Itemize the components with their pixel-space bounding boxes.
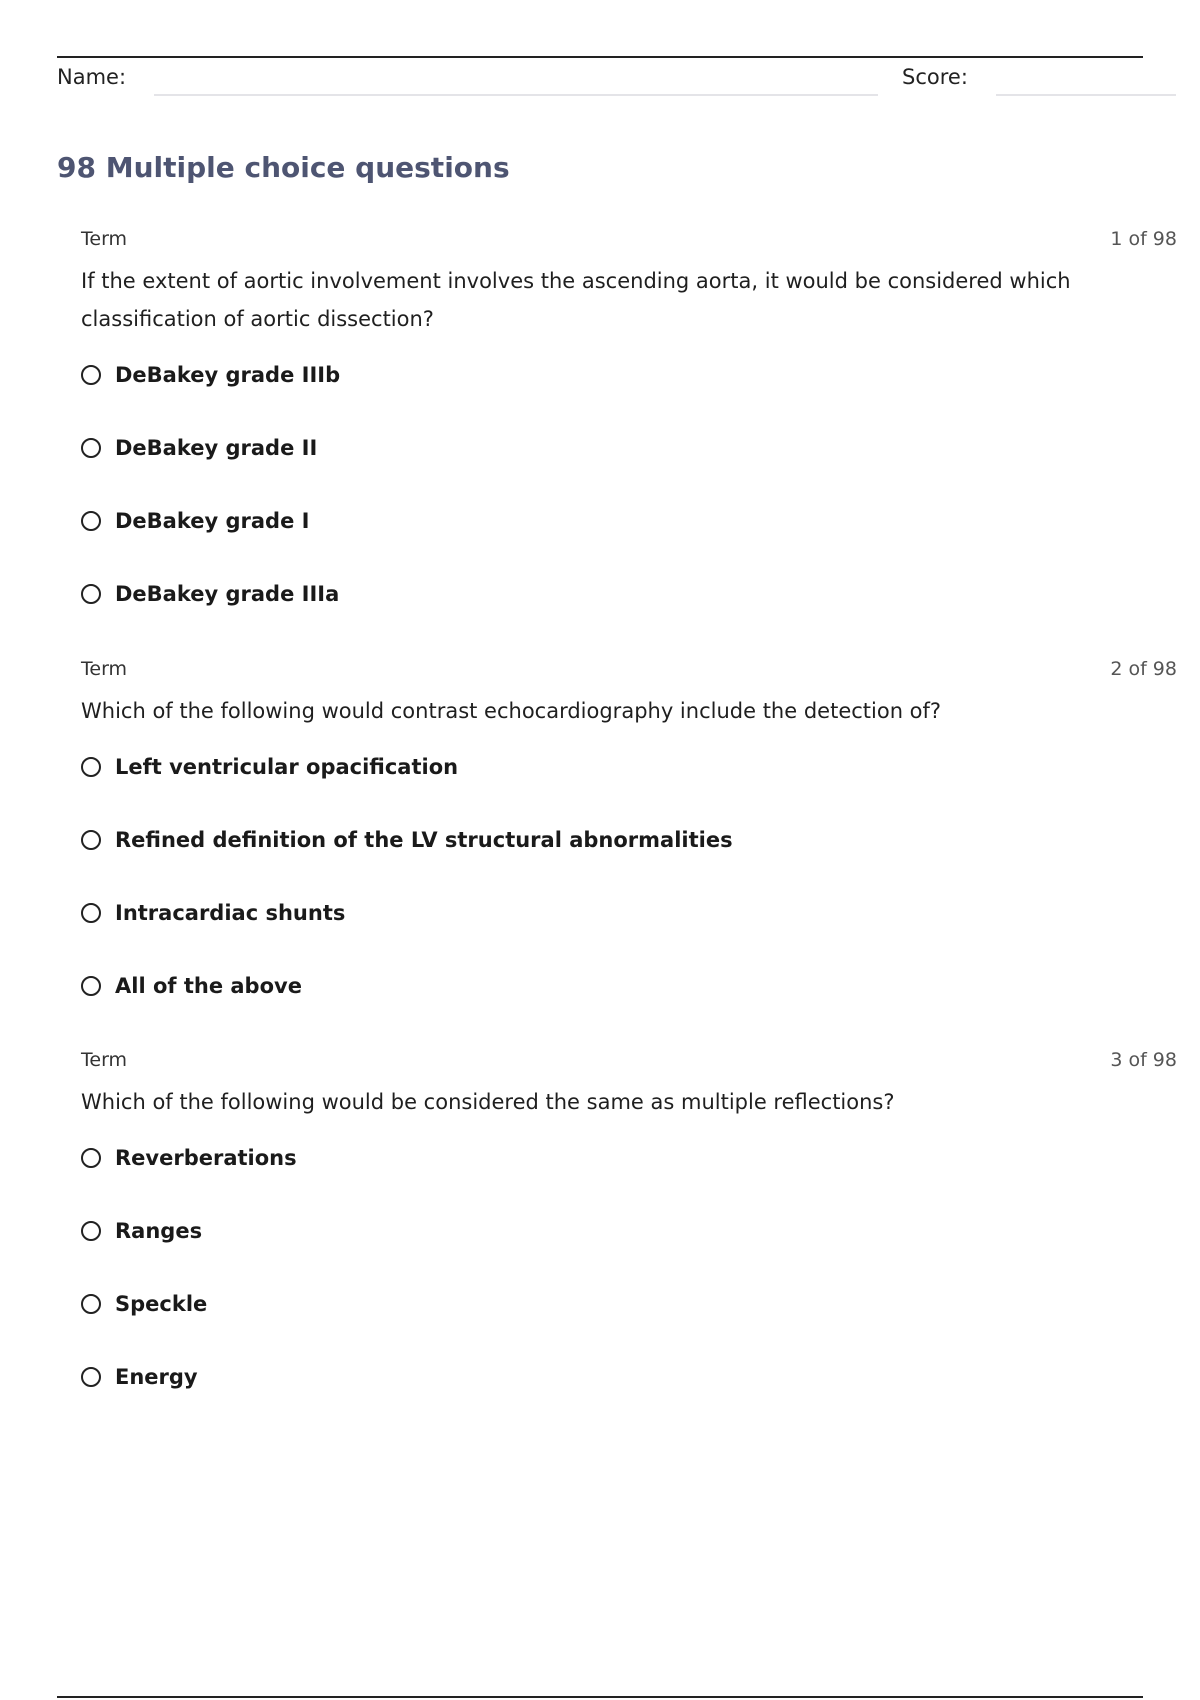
answer-option[interactable]	[81, 1267, 1177, 1340]
answer-option-label: All of the above	[115, 973, 302, 998]
term-label: Term	[81, 1049, 128, 1071]
radio-button-icon[interactable]	[81, 1294, 101, 1314]
name-field[interactable]	[154, 94, 878, 96]
radio-button-icon[interactable]	[81, 1367, 101, 1387]
answer-option-label: Refined definition of the LV structural abnormalities	[115, 827, 733, 852]
question-text: If the extent of aortic involvement involves the ascending aorta, it would be considered which classification of aortic dissection?	[81, 269, 1071, 331]
answer-option-label: Energy	[115, 1364, 198, 1389]
answer-option[interactable]	[81, 876, 1177, 949]
answer-options	[81, 730, 1177, 1022]
answer-option[interactable]	[81, 730, 1177, 803]
answer-option-label: DeBakey grade IIIb	[115, 362, 341, 387]
answer-option-label: Reverberations	[115, 1145, 297, 1170]
radio-button-icon[interactable]	[81, 365, 101, 385]
answer-option[interactable]	[81, 1340, 1177, 1413]
answer-options	[81, 338, 1177, 630]
answer-options	[81, 1121, 1177, 1413]
bottom-divider	[57, 1696, 1143, 1698]
answer-option-label: DeBakey grade I	[115, 508, 310, 533]
question-text: Which of the following would be considered the same as multiple reflections?	[81, 1090, 895, 1114]
answer-option-label: Speckle	[115, 1291, 208, 1316]
question-card	[81, 1047, 1177, 1413]
section-title: 98 Multiple choice questions	[57, 151, 510, 184]
radio-button-icon[interactable]	[81, 976, 101, 996]
radio-button-icon[interactable]	[81, 830, 101, 850]
answer-option[interactable]	[81, 338, 1177, 411]
radio-button-icon[interactable]	[81, 903, 101, 923]
question-counter: 3 of 98	[1110, 1049, 1177, 1071]
radio-button-icon[interactable]	[81, 438, 101, 458]
question-card	[81, 226, 1177, 630]
answer-option-label: Ranges	[115, 1218, 203, 1243]
question-header	[81, 656, 1177, 682]
answer-option[interactable]	[81, 1121, 1177, 1194]
answer-option[interactable]	[81, 484, 1177, 557]
answer-option-label: Intracardiac shunts	[115, 900, 346, 925]
top-divider	[57, 56, 1143, 58]
score-label: Score:	[902, 65, 968, 89]
answer-option[interactable]	[81, 803, 1177, 876]
radio-button-icon[interactable]	[81, 1221, 101, 1241]
radio-button-icon[interactable]	[81, 511, 101, 531]
question-counter: 2 of 98	[1110, 658, 1177, 680]
question-card	[81, 656, 1177, 1022]
question-text: Which of the following would contrast echocardiography include the detection of?	[81, 699, 942, 723]
question-header	[81, 1047, 1177, 1073]
answer-option[interactable]	[81, 411, 1177, 484]
radio-button-icon[interactable]	[81, 757, 101, 777]
score-field[interactable]	[996, 94, 1176, 96]
answer-option[interactable]	[81, 557, 1177, 630]
answer-option-label: DeBakey grade II	[115, 435, 318, 460]
radio-button-icon[interactable]	[81, 584, 101, 604]
answer-option[interactable]	[81, 949, 1177, 1022]
answer-option-label: DeBakey grade IIIa	[115, 581, 340, 606]
term-label: Term	[81, 658, 128, 680]
radio-button-icon[interactable]	[81, 1148, 101, 1168]
name-label: Name:	[57, 65, 127, 89]
question-counter: 1 of 98	[1110, 228, 1177, 250]
question-header	[81, 226, 1177, 252]
answer-option[interactable]	[81, 1194, 1177, 1267]
term-label: Term	[81, 228, 128, 250]
answer-option-label: Left ventricular opacification	[115, 754, 459, 779]
